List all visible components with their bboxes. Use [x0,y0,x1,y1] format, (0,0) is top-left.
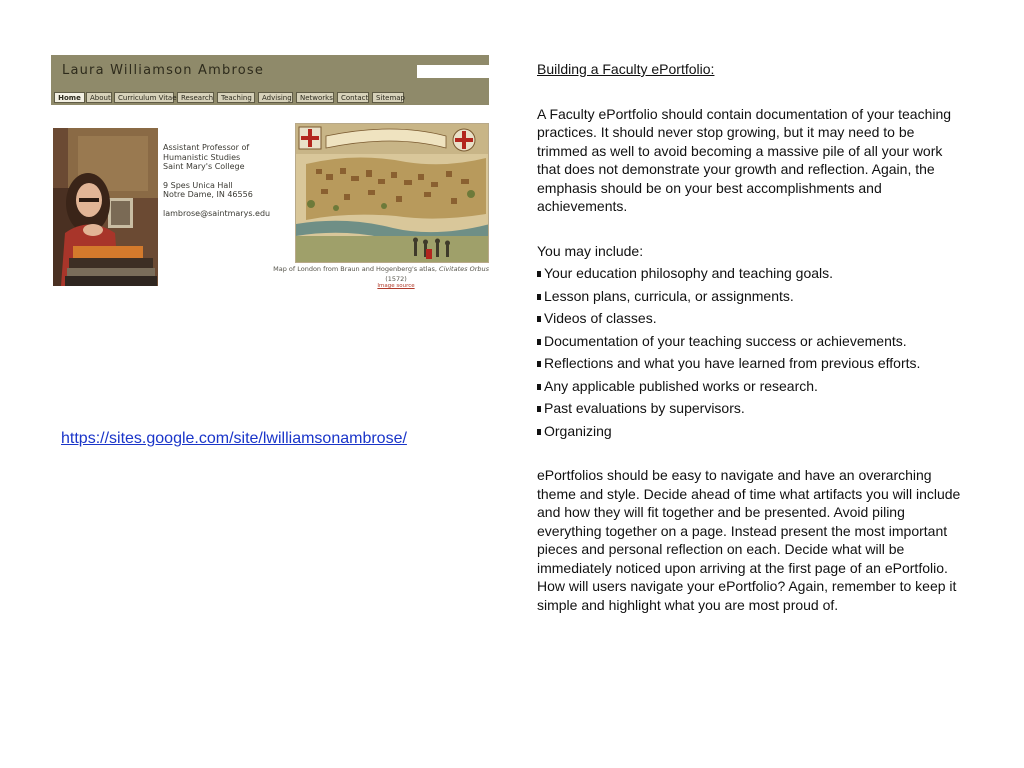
list-item: Documentation of your teaching success or achievements. [537,332,967,351]
contact-address-line1: 9 Spes Unica Hall [163,180,233,190]
list-item: Lesson plans, curricula, or assignments. [537,287,967,306]
list-item: Videos of classes. [537,309,967,328]
portrait-photo [53,128,158,286]
content-column [537,60,967,640]
nav-tab-advising: Advising [258,92,293,103]
closing-paragraph: ePortfolios should be easy to navigate and have an overarching theme and style. Decide ahead of time what artifacts you will include and how they will fit together and be presented. Avoid piling everything together on a page. Instead present the most important pieces and personal reflection on each. Decide what will be immediately noticed upon arriving at the first page of an ePortfolio. How will users navigate your ePortfolio? Again, remember to keep it simple and highlight what you are most proud of. [537,467,961,613]
list-item: Any applicable published works or research. [537,377,967,396]
site-search-box [417,65,489,78]
site-header [51,55,489,89]
nav-tab-networks: Networks [296,92,334,103]
nav-tab-research: Research [177,92,214,103]
map-caption-text: Map of London from Braun and Hogenberg's atlas, [273,265,437,273]
heading: Building a Faculty ePortfolio: [537,61,715,77]
map-caption [267,265,489,274]
square-bullet-icon [537,406,541,412]
square-bullet-icon [537,429,541,435]
square-bullet-icon [537,361,541,367]
map-year: (1572) [385,275,407,283]
contact-college: Saint Mary's College [163,162,245,172]
site-title: Laura Williamson Ambrose [62,63,265,78]
contact-email: lambrose@saintmarys.edu [163,208,271,218]
include-list [537,264,967,440]
square-bullet-icon [537,316,541,322]
square-bullet-icon [537,339,541,345]
map-caption-italic: Civitates Orbus [439,265,489,273]
site-nav [51,89,489,105]
nav-tab-curriculum-vitae: Curriculum Vitae [114,92,174,103]
square-bullet-icon [537,271,541,277]
list-item: Your education philosophy and teaching goals. [537,264,967,283]
contact-position: Assistant Professor of [163,143,250,152]
nav-tab-home: Home [54,92,85,103]
image-source-link: Image source [377,283,415,289]
contact-department: Humanistic Studies [163,152,241,162]
site-url-link[interactable]: https://sites.google.com/site/lwilliamsonambrose/ [61,430,407,447]
may-include-label: You may include: [537,242,644,259]
square-bullet-icon [537,384,541,390]
contact-info [163,143,270,219]
website-screenshot [51,55,489,295]
contact-address-line2: Notre Dame, IN 46556 [163,190,253,200]
list-item: Organizing [537,422,967,441]
list-item: Past evaluations by supervisors. [537,399,967,418]
london-map-image [295,123,489,263]
nav-tab-contact: Contact [337,92,369,103]
list-item: Reflections and what you have learned from previous efforts. [537,354,967,373]
nav-tab-teaching: Teaching [217,92,255,103]
nav-tab-sitemap: Sitemap [372,92,404,103]
square-bullet-icon [537,294,541,300]
nav-tab-about: About [86,92,112,103]
intro-paragraph: A Faculty ePortfolio should contain documentation of your teaching practices. It should never stop growing, but it may need to be trimmed as well to avoid becoming a massive pile of all your work that does not demonstrate your growth and reflection. Again, the emphasis should be on your best accomplishments and achievements. [537,105,952,214]
